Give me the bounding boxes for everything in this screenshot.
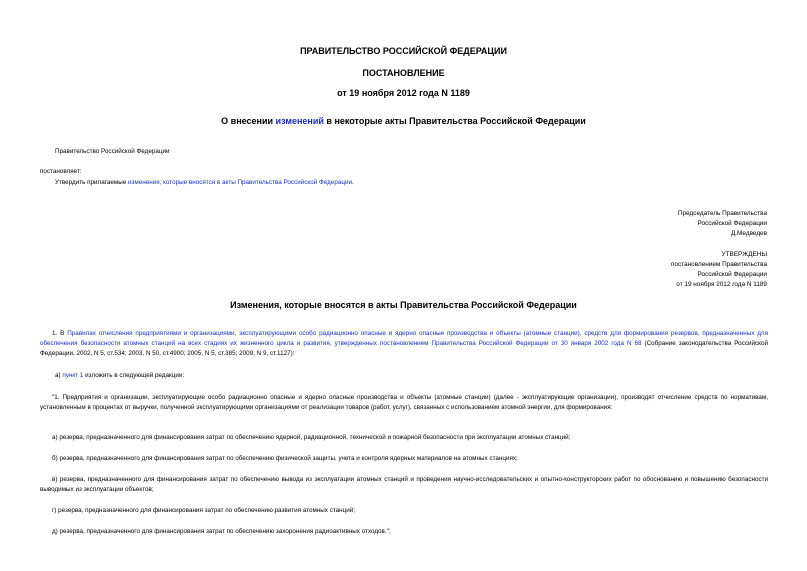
approved-label: УТВЕРЖДЕНЫ [721,251,767,258]
document-type: ПОСТАНОВЛЕНИЕ [362,68,445,78]
list-item-g: г) резерва, предназначенного для финансирования затрат по обеспечению развития атомных станций; [52,507,356,514]
p1-suffix: (Собрание законодательства Российской Федерации, 2002, N 5, ст.534; 2003, N 50, ст.4900; 2005, N 5, ст.385; 2009, N 9, ст.1127): [40,340,768,357]
signature-block [678,209,767,239]
changes-title: Изменения, которые вносятся в акты Правительства Российской Федерации [230,300,577,310]
list-item-d: д) резерва, предназначенного для финансирования затрат по обеспечению захоронения радиоактивных отходов."; [52,528,391,535]
signature-name: Д.Медведев [730,230,767,237]
paragraph-1 [40,329,768,359]
p1-link-rules[interactable]: Правилах отчисления предприятиями и организациями, эксплуатирующими особо радиационно опасные и ядерно опасные производства и объекты (атомные станции), средств для формирования резервов, предназначенных для обеспечения безопасности атомных станций на всех стадиях их жизненного цикла и развития, утвержденных постановлением Правительства Российской Федерации от 30 января 2002 года N 68 [40,330,769,347]
approve-line [55,179,354,186]
approve-link-changes[interactable]: изменения, которые вносятся в акты Правительства Российской Федерации [128,179,352,186]
list-item-b: б) резерва, предназначенного для финансирования затрат по обеспечению физической защиты, учета и контроля ядерных материалов на атомных станциях; [52,455,518,462]
document-date-number: от 19 ноября 2012 года N 1189 [337,88,470,98]
list-item-a: а) резерва, предназначенного для финансирования затрат по обеспечению ядерной, радиационной, технической и пожарной безопасности при эксплуатации атомных станций; [52,434,571,441]
paragraph-a [55,372,184,379]
decides-line: постановляет: [40,168,82,175]
quote-paragraph: "1. Предприятия и организации, эксплуатирующие особо радиационно опасные и ядерно опасные производства и объекты (атомные станции) (далее - эксплуатирующие организации), производят отчисление средств по нормативам, установленным в процентах от выручки, полученной эксплуатирующими организациями от реализации товаров (работ, услуг), связанных с использованием атомной энергии, для формирования: [40,394,768,411]
approved-block [671,250,767,290]
approved-date: от 19 ноября 2012 года N 1189 [676,281,767,288]
government-heading: ПРАВИТЕЛЬСТВО РОССИЙСКОЙ ФЕДЕРАЦИИ [300,46,507,56]
list-item-v: в) резерва, предназначенного для финансирования затрат по обеспечению вывода из эксплуатации атомных станций и проведения научно-исследовательских и опытно-конструкторских работ по обоснованию и повышению безопасности выводимых из эксплуатации объектов; [40,476,768,493]
title-prefix: О внесении [221,116,276,126]
signature-country: Российской Федерации [697,220,767,227]
approved-country: Российской Федерации [697,271,767,278]
approve-suffix: . [351,179,354,186]
approve-prefix: Утвердить прилагаемые [55,179,128,186]
signature-position: Председатель Правительства [678,210,767,217]
title-link-changes[interactable]: изменений [275,116,324,126]
pa-suffix: изложить в следующей редакции: [83,372,185,379]
pa-link-item1[interactable]: пункт 1 [62,372,84,379]
title-suffix: в некоторые акты Правительства Российской Федерации [323,116,586,126]
p1-prefix: 1. В [52,330,68,337]
government-line: Правительство Российской Федерации [55,148,170,155]
approved-by: постановлением Правительства [671,261,767,268]
document-title [0,116,807,126]
pa-prefix: а) [55,372,63,379]
